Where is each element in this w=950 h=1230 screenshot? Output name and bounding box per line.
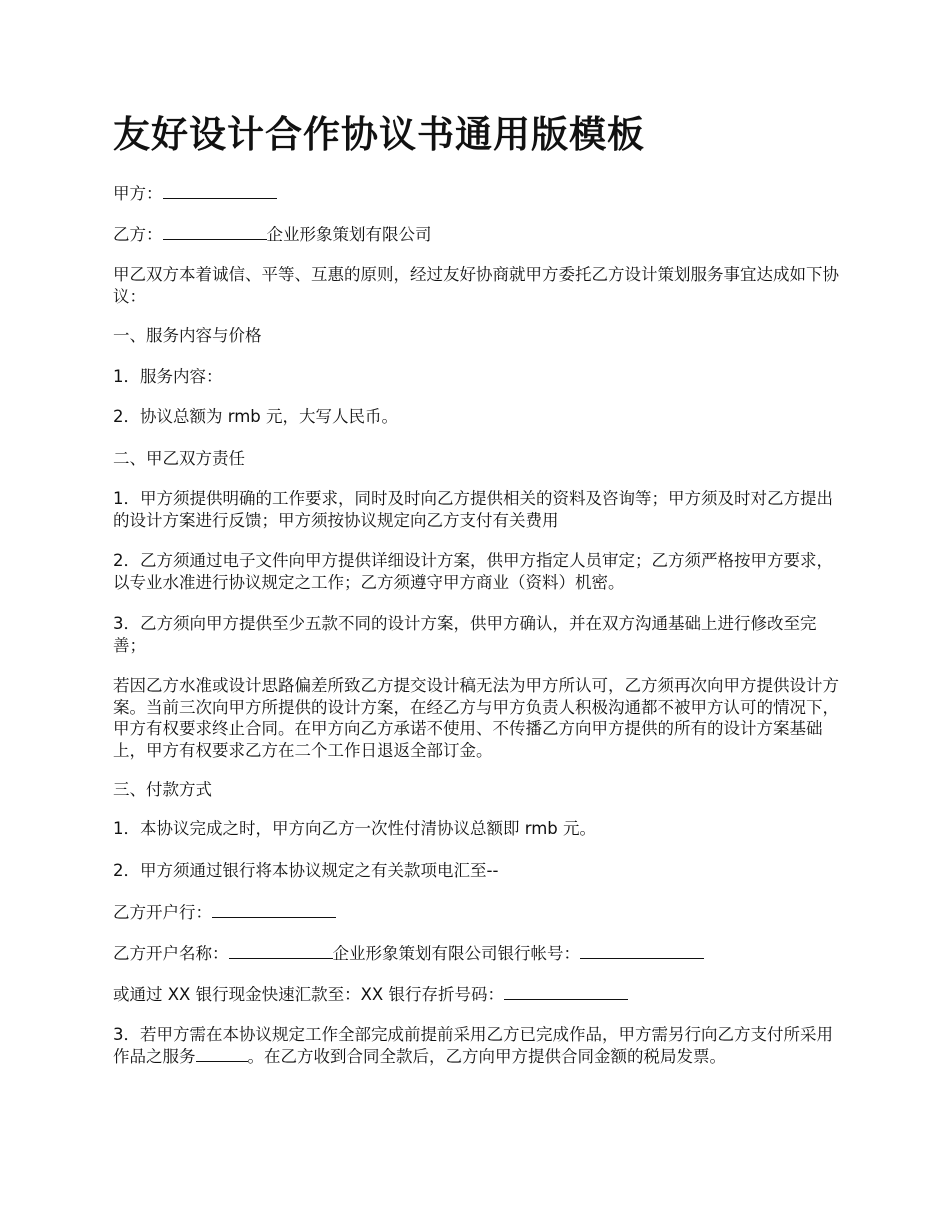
section2-item1: 1．甲方须提供明确的工作要求，同时及时向乙方提供相关的资料及咨询等；甲方须及时对乙方提出的设计方案进行反馈；甲方须按协议规定向乙方支付有关费用 <box>113 489 833 530</box>
service-fee-blank <box>196 1047 248 1062</box>
party-b-label: 乙方： <box>113 225 163 244</box>
section3-item3 <box>113 1024 839 1067</box>
section3-item3-part2: 。在乙方收到合同全款后，乙方向甲方提供合同金额的税局发票。 <box>247 1046 726 1066</box>
intro-paragraph: 甲乙双方本着诚信、平等、互惠的原则，经过友好协商就甲方委托乙方设计策划服务事宜达成如下协议： <box>113 265 839 306</box>
bank-label: 乙方开户行： <box>113 903 212 922</box>
party-b-name: 企业形象策划有限公司 <box>266 225 432 244</box>
party-a-label: 甲方： <box>113 184 163 203</box>
section1-item2: 2．协议总额为 rmb 元，大写人民币。 <box>113 407 399 426</box>
section3-item1: 1．本协议完成之时，甲方向乙方一次性付清协议总额即 rmb 元。 <box>113 819 597 838</box>
section2-item3: 3．乙方须向甲方提供至少五款不同的设计方案，供甲方确认，并在双方沟通基础上进行修改至完善； <box>113 614 817 655</box>
account-name-label: 乙方开户名称： <box>113 944 229 963</box>
account-name-line <box>113 943 839 965</box>
passbook-number-blank <box>504 985 628 1000</box>
section2-note: 若因乙方水准或设计思路偏差所致乙方提交设计稿无法为甲方所认可，乙方须再次向甲方提供设计方案。当前三次向甲方所提供的设计方案，在经乙方与甲方负责人积极沟通都不被甲方认可的情况下，甲方有权要求终止合同。在甲方向乙方承诺不使用、不传播乙方向甲方提供的所有的设计方案基础上，甲方有权要求乙方在二个工作日退返全部订金。 <box>113 676 839 760</box>
account-name-company: 企业形象策划有限公司银行帐号： <box>332 944 580 963</box>
bank-line <box>113 902 839 924</box>
section2-heading: 二、甲乙双方责任 <box>113 449 245 468</box>
document-title: 友好设计合作协议书通用版模板 <box>113 113 645 156</box>
section3-item3-part1: 3．若甲方需在本协议规定工作全部完成前提前采用乙方已完成作品，甲方需另行向乙方支付所采用作品之服务 <box>113 1025 833 1066</box>
account-name-blank <box>229 944 333 959</box>
party-b-line <box>113 224 839 246</box>
bank-blank <box>212 903 336 918</box>
party-b-blank <box>163 225 267 240</box>
section1-item1: 1．服务内容： <box>113 367 223 386</box>
account-number-blank <box>580 944 704 959</box>
party-a-line <box>113 183 839 205</box>
section1-heading: 一、服务内容与价格 <box>113 326 262 345</box>
section3-heading: 三、付款方式 <box>113 780 212 799</box>
alt-payment-label: 或通过 XX 银行现金快速汇款至：XX 银行存折号码： <box>113 985 504 1004</box>
alt-payment-line <box>113 984 839 1006</box>
section3-item2: 2．甲方须通过银行将本协议规定之有关款项电汇至-- <box>113 861 499 880</box>
party-a-blank <box>163 184 277 199</box>
section2-item2: 2．乙方须通过电子文件向甲方提供详细设计方案，供甲方指定人员审定；乙方须严格按甲方要求，以专业水准进行协议规定之工作；乙方须遵守甲方商业（资料）机密。 <box>113 551 833 592</box>
